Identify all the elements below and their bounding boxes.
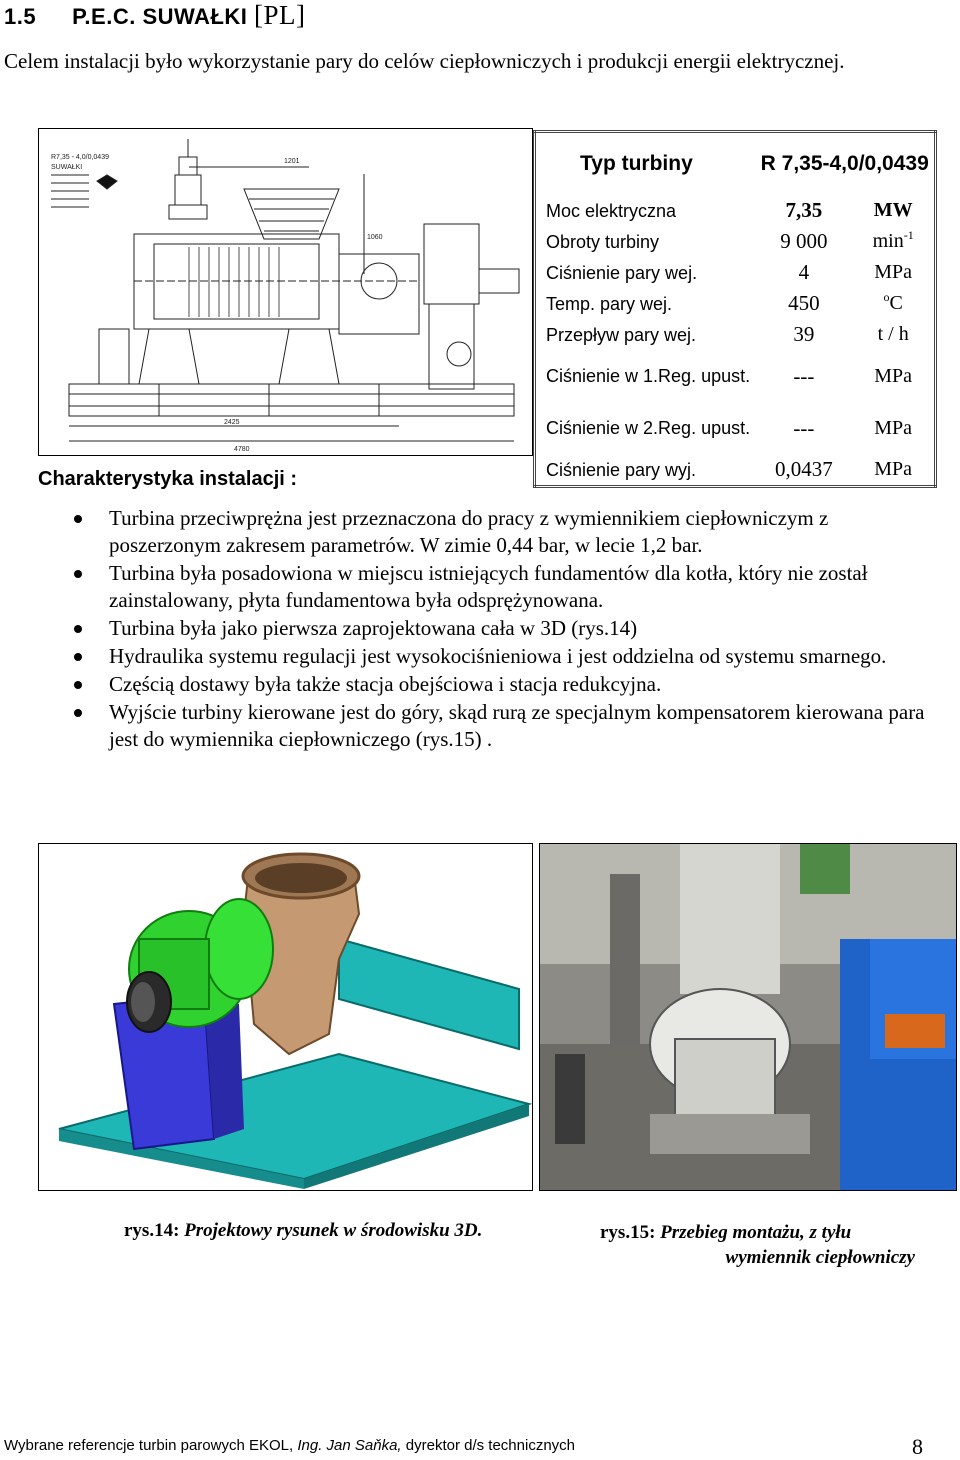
spec-value: 9 000 [780,229,828,253]
spec-name: Ciśnienie w 2.Reg. upust. [546,418,751,438]
figure-14-label: rys.14: [124,1220,180,1241]
spec-unit: t / h [877,323,909,345]
footer-text: Wybrane referencje turbin parowych EKOL, [4,1437,298,1454]
list-item [70,643,940,670]
spec-name: Ciśnienie w 1.Reg. upust. [546,366,751,386]
footer-role: dyrektor d/s technicznych [401,1437,576,1454]
list-item-text: Turbina przeciwprężna jest przeznaczona do pracy z wymiennikiem ciepłowniczym z poszerzonym zakresem parametrów. W zimie 0,44 bar, w lecie 1,2 bar. [109,506,829,557]
footer-author: Ing. Jan Saňka, [297,1437,402,1454]
turbine-technical-drawing [38,128,533,456]
list-item [70,560,940,614]
bullet-icon [74,570,82,578]
spec-unit: MPa [874,364,913,387]
spec-row [535,319,936,350]
section-heading [4,0,306,31]
section-title: P.E.C. SUWAŁKI [72,4,248,29]
spec-unit: MPa [874,458,913,480]
spec-value: 7,35 [785,198,823,222]
drawing-label-type: R7,35 - 4,0/0,0439 [51,154,109,161]
list-item-text: Turbina była posadowiona w miejscu istniejących fundamentów dla kotła, który nie został zainstalowany, płyta fundamentowa była odsprężynowana. [109,561,868,612]
spec-row [535,257,936,288]
country-code: [PL] [254,0,306,30]
figure-15-caption [600,1220,920,1270]
bullet-icon [74,653,82,661]
spec-name: Ciśnienie pary wyj. [546,459,697,480]
spec-row [535,402,936,454]
model-3d-svg [39,844,533,1191]
logo-mark [97,175,117,189]
spec-value: 450 [788,291,820,315]
list-item [70,699,940,753]
bullet-icon [74,515,82,523]
assembly-photo-svg [540,844,957,1191]
list-item-text: Hydraulika systemu regulacji jest wysokociśnieniowa i jest oddzielna od systemu smarnego. [109,644,887,668]
spec-name: Przepływ pary wej. [546,324,697,345]
spec-value: --- [793,415,815,440]
spec-unit [852,226,935,257]
spec-name: Moc elektryczna [546,200,677,221]
list-item-text: Wyjście turbiny kierowane jest do góry, skąd rurą ze specjalnym kompensatorem kierowana para jest do wymiennika ciepłowniczego (rys.15) . [109,700,925,751]
spec-unit: $^o$C [883,290,903,314]
spec-unit-text: min [872,230,904,252]
spec-row [535,288,936,319]
drawing-label-site: SUWAŁKI [51,164,83,171]
list-item [70,671,940,698]
list-item-text: Częścią dostawy była także stacja obejściowa i stacja redukcyjna. [109,672,662,696]
list-item-text: Turbina była jako pierwsza zaprojektowana cała w 3D (rys.14) [109,616,638,640]
spec-row [535,226,936,257]
spec-value: 0,0437 [774,457,833,481]
figure-15-text-line2: wymiennik ciepłowniczy [725,1247,915,1268]
spec-value: 39 [793,322,815,346]
spec-name: Ciśnienie pary wej. [546,262,698,283]
list-item [70,505,940,559]
spec-row [535,195,936,226]
figure-3d-model [38,843,533,1191]
feature-list [70,505,940,754]
bullet-icon [74,681,82,689]
spec-row [535,454,936,487]
spec-table-header [535,132,936,196]
page-footer [4,1437,575,1454]
bullet-icon [74,625,82,633]
technical-drawing-svg [39,129,533,456]
turbine-type-value: R 7,35-4,0/0,0439 [760,152,929,175]
drawing-dim-bottom-2: 4780 [234,446,250,453]
list-item [70,615,940,642]
drawing-dim-right: 1060 [367,234,383,241]
intro-paragraph: Celem instalacji było wykorzystanie pary do celów ciepłowniczych i produkcji energii elektrycznej. [4,49,845,73]
spec-name: Temp. pary wej. [546,293,673,314]
spec-unit: MW [873,199,913,221]
spec-unit: MPa [874,261,913,283]
figure-14-text: Projektowy rysunek w środowisku 3D. [184,1220,483,1241]
spec-unit-exponent: -1 [903,228,914,242]
section-number: 1.5 [4,4,37,29]
characteristics-label: Charakterystyka instalacji : [38,468,298,490]
turbine-type-label: Typ turbiny [580,152,693,175]
drawing-dim-top: 1201 [284,158,300,165]
figure-assembly-photo [539,843,957,1191]
turbine-spec-table [533,130,937,488]
spec-row [535,350,936,402]
spec-value: 4 [798,260,810,284]
bullet-icon [74,709,82,717]
spec-value: --- [793,363,815,388]
drawing-dim-bottom-1: 2425 [224,419,240,426]
figure-15-text: Przebieg montażu, z tyłu [660,1222,852,1243]
page-number: 8 [912,1434,923,1459]
spec-unit: MPa [874,416,913,439]
figure-14-caption [124,1220,482,1242]
spec-name: Obroty turbiny [546,231,660,252]
figure-15-label: rys.15: [600,1222,656,1243]
photo-orange-pipe [885,1014,945,1048]
